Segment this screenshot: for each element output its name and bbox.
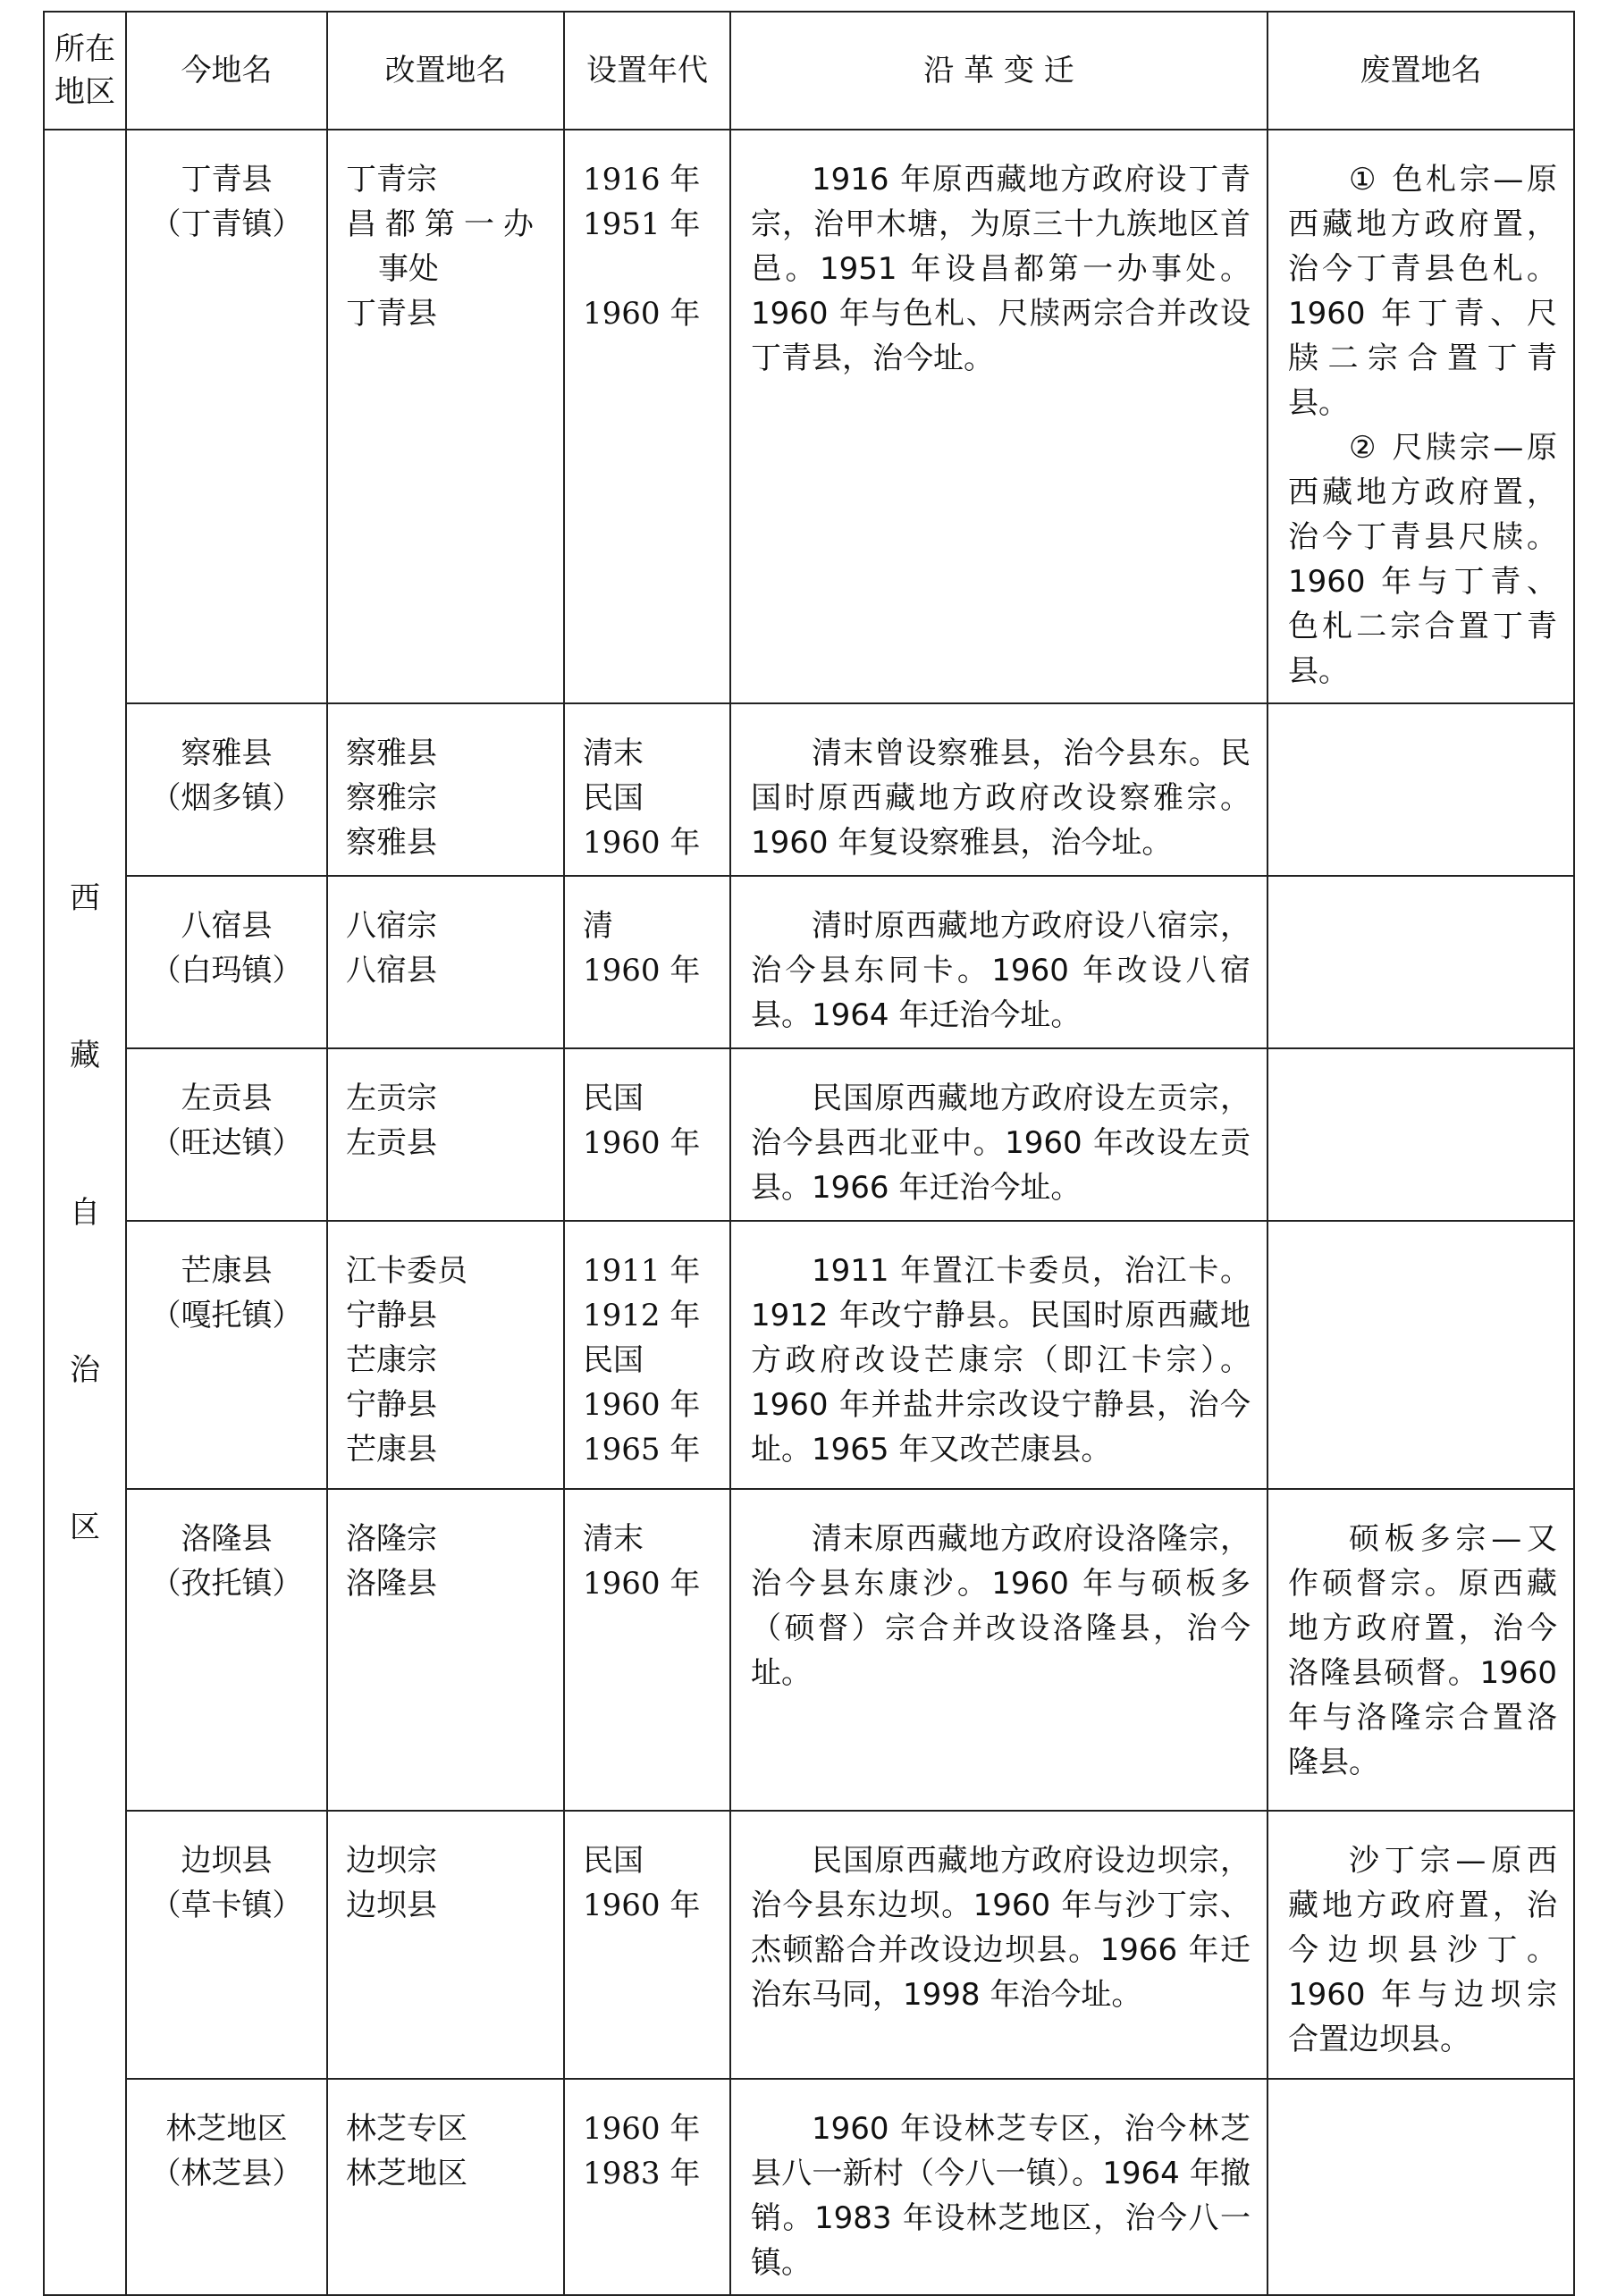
today-name-cell — [126, 1221, 327, 1489]
year-line: 1916 年 — [583, 162, 701, 198]
history-cell — [730, 1221, 1267, 1489]
year-set-cell — [564, 703, 730, 876]
table-row — [44, 1221, 1574, 1489]
today-name-line: （烟多镇） — [150, 780, 303, 816]
changed-name-cell — [327, 1048, 564, 1221]
year-line: 清末 — [583, 1521, 644, 1557]
today-name-line: （旺达镇） — [150, 1125, 303, 1161]
changed-name-line: 察雅县 — [346, 825, 437, 861]
changed-name-line: 事处 — [378, 251, 439, 287]
changed-name-cell — [327, 876, 564, 1048]
table-row — [44, 130, 1574, 703]
today-name-cell — [126, 1048, 327, 1221]
abolished-text: ② 尺牍宗—原西藏地方政府置，治今丁青县尺牍。1960 年与丁青、色札二宗合置丁青县。 — [1288, 430, 1557, 689]
year-line: 清 — [583, 908, 613, 944]
today-name-line: 林芝地区 — [165, 2111, 288, 2147]
year-line: 1912 年 — [583, 1298, 701, 1333]
year-set-cell — [564, 876, 730, 1048]
today-name-cell — [126, 1811, 327, 2079]
changed-name-line: 宁静县 — [346, 1387, 437, 1423]
abolished-text: 硕板多宗—又作硕督宗。原西藏地方政府置，治今洛隆县硕督。1960 年与洛隆宗合置洛隆县。 — [1288, 1521, 1557, 1780]
header-region: 所在地区 — [44, 12, 126, 130]
history-text: 1911 年置江卡委员，治江卡。1912 年改宁静县。民国时原西藏地方政府改设芒康宗（即江卡宗）。1960 年并盐井宗改设宁静县，治今址。1965 年又改芒康县。 — [751, 1253, 1251, 1468]
today-name-line: （丁青镇） — [150, 206, 303, 242]
year-line: 1983 年 — [583, 2156, 701, 2191]
changed-name-cell — [327, 130, 564, 703]
changed-name-cell — [327, 1221, 564, 1489]
today-name-cell — [126, 703, 327, 876]
year-set-cell — [564, 1811, 730, 2079]
history-text: 1916 年原西藏地方政府设丁青宗，治甲木塘，为原三十九族地区首邑。1951 年设昌都第一办事处。1960 年与色札、尺牍两宗合并改设丁青县，治今址。 — [751, 162, 1251, 376]
region-char: 藏 — [70, 1037, 100, 1073]
abolished-cell — [1267, 1489, 1574, 1811]
year-line: 民国 — [583, 780, 644, 816]
header-today-name: 今地名 — [126, 12, 327, 130]
header-history: 沿 革 变 迁 — [730, 12, 1267, 130]
history-cell — [730, 2079, 1267, 2295]
today-name-cell — [126, 130, 327, 703]
year-set-cell — [564, 1489, 730, 1811]
changed-name-line: 宁静县 — [346, 1298, 437, 1333]
today-name-line: （嘎托镇） — [150, 1298, 303, 1333]
today-name-cell — [126, 876, 327, 1048]
today-name-line: （孜托镇） — [150, 1566, 303, 1602]
today-name-line: （白玛镇） — [150, 953, 303, 988]
today-name-line: 芒康县 — [181, 1253, 273, 1289]
history-text: 民国原西藏地方政府设左贡宗，治今县西北亚中。1960 年改设左贡县。1966 年迁治今址。 — [751, 1081, 1251, 1206]
today-name-line: 丁青县 — [181, 162, 273, 198]
history-cell — [730, 1048, 1267, 1221]
history-cell — [730, 876, 1267, 1048]
table-row — [44, 876, 1574, 1048]
changed-name-cell — [327, 2079, 564, 2295]
changed-name-line: 林芝地区 — [346, 2156, 467, 2191]
history-cell — [730, 130, 1267, 703]
region-char: 西 — [70, 879, 100, 916]
table-row — [44, 1489, 1574, 1811]
year-line: 民国 — [583, 1081, 644, 1116]
history-cell — [730, 1811, 1267, 2079]
year-line: 民国 — [583, 1843, 644, 1879]
history-cell — [730, 703, 1267, 876]
abolished-text: 沙丁宗—原西藏地方政府置，治今边坝县沙丁。1960 年与边坝宗合置边坝县。 — [1288, 1843, 1557, 2057]
year-line: 1960 年 — [583, 1387, 701, 1423]
changed-name-line: 左贡县 — [346, 1125, 437, 1161]
abolished-text: ① 色札宗—原西藏地方政府置，治今丁青县色札。1960 年丁青、尺牍二宗合置丁青县。 — [1288, 162, 1557, 421]
region-char: 区 — [70, 1509, 100, 1545]
abolished-cell — [1267, 1048, 1574, 1221]
changed-name-line: 察雅县 — [346, 736, 437, 771]
changed-name-line: 芒康宗 — [346, 1342, 437, 1378]
abolished-cell — [1267, 876, 1574, 1048]
header-changed-name: 改置地名 — [327, 12, 564, 130]
changed-name-line: 江卡委员 — [346, 1253, 467, 1289]
history-cell — [730, 1489, 1267, 1811]
history-text: 清末原西藏地方政府设洛隆宗，治今县东康沙。1960 年与硕板多（硕督）宗合并改设洛隆县，治今址。 — [751, 1521, 1251, 1691]
header-row — [44, 12, 1574, 130]
year-set-cell — [564, 1221, 730, 1489]
history-text: 清时原西藏地方政府设八宿宗，治今县东同卡。1960 年改设八宿县。1964 年迁治今址。 — [751, 908, 1251, 1033]
abolished-cell — [1267, 703, 1574, 876]
changed-name-line: 八宿县 — [346, 953, 437, 988]
changed-name-line: 边坝县 — [346, 1888, 437, 1923]
region-char: 治 — [70, 1351, 100, 1388]
changed-name-cell — [327, 703, 564, 876]
history-text: 民国原西藏地方政府设边坝宗，治今县东边坝。1960 年与沙丁宗、杰顿豁合并改设边坝县。1966 年迁治东马同，1998 年治今址。 — [751, 1843, 1251, 2013]
today-name-cell — [126, 2079, 327, 2295]
year-line: 1960 年 — [583, 1888, 701, 1923]
changed-name-line: 左贡宗 — [346, 1081, 437, 1116]
changed-name-line: 八宿宗 — [346, 908, 437, 944]
table-body — [44, 130, 1574, 2295]
year-set-cell — [564, 130, 730, 703]
changed-name-line: 边坝宗 — [346, 1843, 437, 1879]
abolished-cell — [1267, 2079, 1574, 2295]
admin-history-table — [43, 11, 1575, 2296]
year-set-cell — [564, 2079, 730, 2295]
table-row — [44, 703, 1574, 876]
today-name-line: （草卡镇） — [150, 1888, 303, 1923]
header-abolished: 废置地名 — [1267, 12, 1574, 130]
year-line: 1960 年 — [583, 1566, 701, 1602]
year-line: 清末 — [583, 736, 644, 771]
abolished-cell — [1267, 1811, 1574, 2079]
region-cell — [44, 130, 126, 2295]
year-line: 1960 年 — [583, 953, 701, 988]
year-set-cell — [564, 1048, 730, 1221]
year-line: 1960 年 — [583, 2111, 701, 2147]
header-year-set: 设置年代 — [564, 12, 730, 130]
changed-name-cell — [327, 1489, 564, 1811]
changed-name-line: 昌都第一办 — [346, 206, 543, 242]
abolished-cell — [1267, 130, 1574, 703]
changed-name-line: 洛隆县 — [346, 1566, 437, 1602]
year-line: 民国 — [583, 1342, 644, 1378]
year-line: 1951 年 — [583, 206, 701, 242]
today-name-line: 察雅县 — [181, 736, 273, 771]
today-name-line: （林芝县） — [150, 2156, 303, 2191]
table-row — [44, 1811, 1574, 2079]
history-text: 1960 年设林芝专区，治今林芝县八一新村（今八一镇）。1964 年撤销。1983 年设林芝地区，治今八一镇。 — [751, 2111, 1251, 2281]
year-line: 1965 年 — [583, 1432, 701, 1468]
year-line — [583, 247, 719, 291]
today-name-line: 洛隆县 — [181, 1521, 273, 1557]
region-char: 自 — [70, 1194, 100, 1231]
changed-name-line: 林芝专区 — [346, 2111, 467, 2147]
changed-name-line: 洛隆宗 — [346, 1521, 437, 1557]
history-text: 清末曾设察雅县，治今县东。民国时原西藏地方政府改设察雅宗。1960 年复设察雅县，治今址。 — [751, 736, 1251, 861]
table-row — [44, 1048, 1574, 1221]
year-line: 1960 年 — [583, 1125, 701, 1161]
changed-name-line: 芒康县 — [346, 1432, 437, 1468]
changed-name-line: 丁青宗 — [346, 162, 437, 198]
today-name-cell — [126, 1489, 327, 1811]
changed-name-line: 丁青县 — [346, 296, 437, 332]
year-line: 1911 年 — [583, 1253, 701, 1289]
changed-name-cell — [327, 1811, 564, 2079]
changed-name-line: 察雅宗 — [346, 780, 437, 816]
year-line: 1960 年 — [583, 296, 701, 332]
today-name-line: 左贡县 — [181, 1081, 273, 1116]
today-name-line: 边坝县 — [181, 1843, 273, 1879]
year-line: 1960 年 — [583, 825, 701, 861]
abolished-cell — [1267, 1221, 1574, 1489]
table-row — [44, 2079, 1574, 2295]
today-name-line: 八宿县 — [181, 908, 273, 944]
